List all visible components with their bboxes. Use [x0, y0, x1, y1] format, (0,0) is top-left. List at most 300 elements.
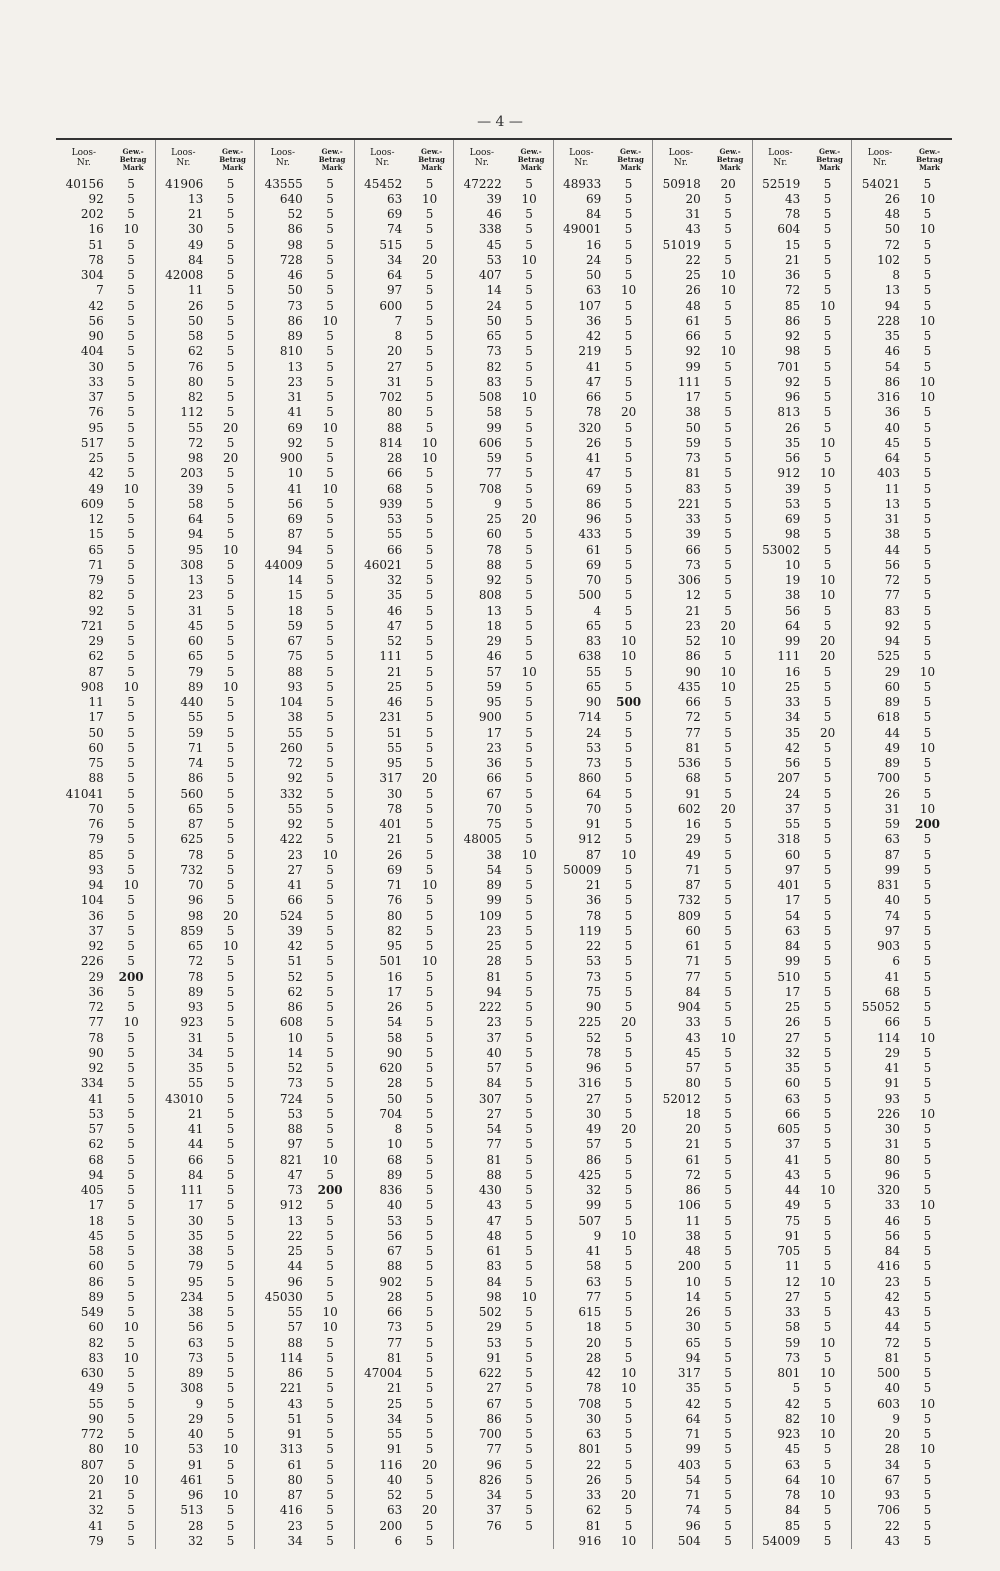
loos-nr: 63	[784, 923, 801, 938]
gewinn-betrag: 20	[620, 405, 637, 420]
loos-nr: 45452	[364, 176, 403, 191]
table-row	[554, 1396, 653, 1411]
table-row	[255, 984, 354, 999]
gewinn-betrag: 5	[823, 207, 832, 222]
gewinn-betrag: 5	[425, 1335, 434, 1350]
loos-nr: 47	[386, 618, 403, 633]
loos-nr: 66	[685, 695, 701, 710]
loos-nr: 20	[685, 1122, 701, 1137]
gewinn-betrag: 5	[326, 252, 334, 267]
gewinn-betrag: 5	[923, 420, 932, 435]
gewinn-betrag: 5	[525, 1457, 533, 1472]
loos-nr: 72	[884, 573, 900, 588]
loos-nr: 923	[180, 1015, 204, 1030]
gewinn-betrag: 5	[823, 801, 832, 816]
loos-nr: 31	[685, 207, 701, 222]
gewinn-betrag: 5	[525, 634, 533, 649]
table-row	[355, 329, 454, 344]
gewinn-betrag: 5	[525, 1137, 533, 1152]
table-row	[355, 1106, 454, 1121]
gewinn-betrag: 5	[326, 1366, 334, 1381]
gewinn-betrag: 10	[919, 1396, 936, 1411]
gewinn-betrag: 5	[624, 618, 633, 633]
gewinn-betrag: 5	[226, 725, 235, 740]
gewinn-betrag: 5	[823, 1457, 832, 1472]
loos-nr: 53	[585, 740, 602, 755]
gewinn-betrag: 5	[823, 237, 832, 252]
table-row	[554, 664, 653, 679]
table-row	[56, 969, 155, 984]
table-row	[156, 496, 255, 511]
loos-nr: 88	[287, 1335, 303, 1350]
loos-nr: 74	[685, 1503, 701, 1518]
loos-nr: 57	[88, 1122, 104, 1137]
table-row	[156, 649, 255, 664]
loos-nr: 21	[386, 664, 403, 679]
loos-nr: 98	[486, 1289, 502, 1304]
table-row	[653, 1533, 752, 1548]
gewinn-betrag: 5	[326, 496, 334, 511]
table-row	[753, 344, 852, 359]
table-row	[255, 832, 354, 847]
table-row	[156, 1137, 255, 1152]
table-row	[852, 939, 952, 954]
gewinn-betrag: 5	[624, 1000, 633, 1015]
loos-nr: 63	[585, 1274, 602, 1289]
table-row	[753, 1000, 852, 1015]
loos-nr: 45	[88, 1228, 104, 1243]
gewinn-betrag: 5	[724, 435, 732, 450]
gewinn-betrag: 5	[823, 1396, 832, 1411]
gewinn-betrag: 5	[624, 817, 633, 832]
gewinn-betrag: 5	[724, 1442, 732, 1457]
table-row	[56, 1122, 155, 1137]
loos-nr: 430	[478, 1183, 502, 1198]
table-row	[56, 1427, 155, 1442]
loos-nr: 78	[585, 1045, 602, 1060]
table-row	[852, 1061, 952, 1076]
loos-nr: 308	[180, 1381, 204, 1396]
table-row	[156, 908, 255, 923]
gewinn-betrag: 5	[525, 496, 533, 511]
gewinn-betrag: 5	[923, 1259, 932, 1274]
table-row	[255, 801, 354, 816]
table-row	[255, 1000, 354, 1015]
gewinn-betrag: 5	[923, 542, 932, 557]
table-row	[554, 252, 653, 267]
loos-nr: 51	[287, 1411, 303, 1426]
table-row	[852, 405, 952, 420]
loos-nr: 21	[585, 878, 602, 893]
loos-nr: 34	[784, 710, 801, 725]
gewinn-betrag: 10	[421, 451, 438, 466]
table-row	[355, 1503, 454, 1518]
table-row	[355, 832, 454, 847]
table-row	[454, 695, 553, 710]
gewinn-betrag: 5	[525, 1106, 533, 1121]
gewinn-betrag: 5	[326, 1289, 334, 1304]
gewinn-betrag: 5	[923, 1137, 932, 1152]
table-row	[255, 634, 354, 649]
loos-nr: 80	[386, 908, 403, 923]
loos-nr: 306	[677, 573, 701, 588]
table-row	[653, 954, 752, 969]
table-row	[852, 1015, 952, 1030]
loos-nr: 500	[877, 1366, 900, 1381]
table-row	[355, 1320, 454, 1335]
gewinn-betrag: 5	[525, 1244, 533, 1259]
table-row	[852, 603, 952, 618]
table-row	[653, 756, 752, 771]
gewinn-betrag: 5	[127, 786, 135, 801]
table-row	[753, 1335, 852, 1350]
gewinn-betrag: 5	[525, 679, 533, 694]
table-row	[255, 313, 354, 328]
gewinn-betrag: 5	[226, 557, 235, 572]
loos-nr: 72	[187, 954, 204, 969]
table-row	[56, 496, 155, 511]
loos-nr: 40	[884, 420, 900, 435]
table-row	[852, 908, 952, 923]
gewinn-betrag: 5	[326, 283, 334, 298]
loos-nr: 21	[88, 1488, 104, 1503]
gewinn-betrag: 5	[724, 313, 732, 328]
loos-nr: 260	[279, 740, 303, 755]
loos-nr: 82	[187, 390, 204, 405]
table-row	[355, 923, 454, 938]
gewinn-betrag: 5	[624, 1350, 633, 1365]
table-row	[156, 1228, 255, 1243]
table-row	[355, 573, 454, 588]
gewinn-betrag: 5	[425, 603, 434, 618]
loos-nr: 86	[585, 1152, 602, 1167]
loos-nr: 81	[685, 466, 701, 481]
table-row	[255, 1366, 354, 1381]
gewinn-betrag: 5	[923, 649, 932, 664]
loos-nr: 221	[279, 1381, 303, 1396]
gewinn-betrag: 5	[226, 222, 235, 237]
loos-nr: 68	[884, 984, 900, 999]
gewinn-betrag: 10	[322, 847, 338, 862]
gewinn-betrag: 5	[127, 1152, 135, 1167]
gewinn-betrag: 5	[425, 1244, 434, 1259]
table-row	[355, 664, 454, 679]
table-row	[255, 1259, 354, 1274]
loos-nr: 836	[379, 1183, 403, 1198]
gewinn-betrag: 5	[724, 1000, 732, 1015]
gewinn-betrag: 10	[620, 847, 637, 862]
gewinn-betrag: 5	[525, 893, 533, 908]
loos-nr: 74	[884, 908, 900, 923]
gewinn-betrag: 10	[919, 740, 936, 755]
loos-nr: 640	[279, 191, 303, 206]
gewinn-betrag: 20	[521, 512, 537, 527]
table-row	[156, 1289, 255, 1304]
table-row	[255, 359, 354, 374]
gewinn-betrag: 5	[326, 939, 334, 954]
loos-nr: 13	[187, 191, 204, 206]
table-row	[852, 1442, 952, 1457]
table-row	[255, 390, 354, 405]
table-row	[454, 1472, 553, 1487]
gewinn-betrag: 5	[425, 1228, 434, 1243]
gewinn-betrag: 5	[127, 252, 135, 267]
header-loos-nr: Loos- Nr.	[171, 148, 196, 168]
loos-nr: 42	[784, 1396, 801, 1411]
loos-nr: 59	[486, 679, 502, 694]
table-row	[156, 954, 255, 969]
loos-nr: 72	[685, 1167, 701, 1182]
table-row	[156, 252, 255, 267]
table-row	[355, 1137, 454, 1152]
loos-nr: 36	[88, 908, 104, 923]
gewinn-betrag: 5	[525, 481, 533, 496]
loos-nr: 405	[80, 1183, 104, 1198]
gewinn-betrag: 5	[127, 771, 135, 786]
loos-nr: 403	[677, 1457, 701, 1472]
table-row	[753, 893, 852, 908]
gewinn-betrag: 5	[525, 1350, 533, 1365]
loos-nr: 71	[685, 1488, 701, 1503]
table-row	[454, 618, 553, 633]
gewinn-betrag: 5	[127, 832, 135, 847]
gewinn-betrag: 5	[724, 1503, 732, 1518]
table-row	[56, 1488, 155, 1503]
loos-nr: 59	[287, 618, 303, 633]
loos-nr: 56	[187, 1320, 204, 1335]
loos-nr: 74	[386, 222, 403, 237]
table-row	[852, 573, 952, 588]
page-number: — 4 —	[477, 114, 523, 130]
gewinn-betrag: 5	[226, 1503, 235, 1518]
table-column	[554, 140, 654, 1549]
table-row	[454, 1152, 553, 1167]
loos-nr: 38	[187, 1244, 204, 1259]
loos-nr: 35	[784, 435, 801, 450]
loos-nr: 86	[685, 1183, 701, 1198]
table-row	[56, 618, 155, 633]
table-row	[56, 1152, 155, 1167]
loos-nr: 61	[486, 1244, 502, 1259]
table-row	[852, 207, 952, 222]
table-row	[753, 1289, 852, 1304]
loos-nr: 40	[386, 1198, 403, 1213]
table-row	[255, 222, 354, 237]
gewinn-betrag: 5	[127, 862, 135, 877]
table-column	[653, 140, 753, 1549]
gewinn-betrag: 10	[620, 634, 637, 649]
gewinn-betrag: 5	[724, 740, 732, 755]
loos-nr: 860	[578, 771, 602, 786]
gewinn-betrag: 5	[326, 771, 334, 786]
gewinn-betrag: 10	[720, 1030, 736, 1045]
table-row	[454, 512, 553, 527]
loos-nr: 30	[585, 1411, 602, 1426]
gewinn-betrag: 5	[226, 1366, 235, 1381]
loos-nr: 525	[877, 649, 900, 664]
loos-nr: 114	[877, 1030, 900, 1045]
gewinn-betrag: 5	[923, 1091, 932, 1106]
table-row	[753, 329, 852, 344]
table-row	[56, 740, 155, 755]
loos-nr: 900	[478, 710, 502, 725]
gewinn-betrag: 5	[724, 1198, 732, 1213]
table-row	[156, 1259, 255, 1274]
table-row	[56, 786, 155, 801]
table-column	[454, 140, 554, 1549]
table-row	[653, 329, 752, 344]
loos-nr: 97	[784, 862, 801, 877]
gewinn-betrag: 10	[620, 1381, 637, 1396]
gewinn-betrag: 5	[624, 252, 633, 267]
gewinn-betrag: 5	[525, 451, 533, 466]
table-row	[653, 603, 752, 618]
gewinn-betrag: 5	[624, 1427, 633, 1442]
gewinn-betrag: 10	[322, 1305, 338, 1320]
gewinn-betrag: 10	[322, 1152, 338, 1167]
loos-nr: 508	[478, 390, 502, 405]
gewinn-betrag: 5	[127, 344, 135, 359]
loos-nr: 94	[486, 984, 502, 999]
gewinn-betrag: 5	[923, 1045, 932, 1060]
table-row	[56, 1030, 155, 1045]
table-row	[454, 1350, 553, 1365]
gewinn-betrag: 5	[823, 618, 832, 633]
loos-nr: 425	[578, 1167, 602, 1182]
table-row	[56, 176, 155, 191]
gewinn-betrag: 5	[724, 603, 732, 618]
table-row	[753, 1152, 852, 1167]
table-row	[852, 268, 952, 283]
table-row	[852, 390, 952, 405]
gewinn-betrag: 10	[819, 588, 836, 603]
table-row	[255, 878, 354, 893]
gewinn-betrag: 5	[326, 801, 334, 816]
header-loos-nr: Loos- Nr.	[71, 148, 97, 168]
gewinn-betrag: 20	[222, 908, 239, 923]
gewinn-betrag: 5	[823, 756, 832, 771]
gewinn-betrag: 10	[919, 1198, 936, 1213]
column-header	[156, 140, 255, 176]
gewinn-betrag: 5	[425, 1366, 434, 1381]
table-row	[554, 862, 653, 877]
gewinn-betrag: 5	[226, 1427, 235, 1442]
gewinn-betrag: 5	[127, 710, 135, 725]
gewinn-betrag: 5	[525, 1518, 533, 1533]
loos-nr: 10	[784, 557, 801, 572]
gewinn-betrag: 5	[724, 725, 732, 740]
table-row	[255, 939, 354, 954]
loos-nr: 38	[187, 1305, 204, 1320]
loos-nr: 226	[80, 954, 104, 969]
table-row	[554, 771, 653, 786]
gewinn-betrag: 5	[326, 1488, 334, 1503]
loos-nr: 15	[287, 588, 303, 603]
loos-nr: 55052	[861, 1000, 900, 1015]
table-row	[753, 1366, 852, 1381]
gewinn-betrag: 5	[923, 237, 932, 252]
loos-nr: 91	[585, 817, 602, 832]
loos-nr: 30	[585, 1106, 602, 1121]
gewinn-betrag: 5	[624, 740, 633, 755]
gewinn-betrag: 5	[624, 313, 633, 328]
gewinn-betrag: 5	[624, 832, 633, 847]
gewinn-betrag: 5	[326, 923, 334, 938]
loos-nr: 104	[279, 695, 303, 710]
table-row	[753, 1411, 852, 1426]
loos-nr: 77	[685, 725, 701, 740]
loos-nr: 78	[187, 969, 204, 984]
table-row	[653, 771, 752, 786]
table-row	[56, 1183, 155, 1198]
loos-nr: 904	[677, 1000, 701, 1015]
loos-nr: 73	[585, 969, 602, 984]
loos-nr: 71	[88, 557, 104, 572]
table-row	[255, 1305, 354, 1320]
gewinn-betrag: 5	[923, 1320, 932, 1335]
loos-nr: 70	[88, 801, 104, 816]
loos-nr: 46	[486, 649, 502, 664]
loos-nr: 23	[486, 740, 502, 755]
loos-nr: 36	[486, 756, 502, 771]
gewinn-betrag: 5	[525, 1259, 533, 1274]
column-header	[255, 140, 354, 176]
gewinn-betrag: 5	[823, 908, 832, 923]
loos-nr: 80	[88, 1442, 104, 1457]
gewinn-betrag: 5	[425, 847, 434, 862]
table-row	[753, 725, 852, 740]
table-row	[454, 1274, 553, 1289]
gewinn-betrag: 5	[127, 451, 135, 466]
loos-nr: 43555	[264, 176, 303, 191]
table-row	[56, 1472, 155, 1487]
gewinn-betrag: 5	[724, 420, 732, 435]
loos-nr: 32	[187, 1533, 204, 1548]
gewinn-betrag: 5	[425, 908, 434, 923]
loos-nr: 99	[486, 893, 502, 908]
gewinn-betrag: 5	[525, 405, 533, 420]
loos-nr: 77	[585, 1289, 602, 1304]
gewinn-betrag: 5	[127, 1457, 135, 1472]
gewinn-betrag: 5	[923, 268, 932, 283]
loos-nr: 14	[287, 1045, 303, 1060]
table-row	[753, 817, 852, 832]
table-row	[653, 252, 752, 267]
table-row	[753, 557, 852, 572]
loos-nr: 39	[187, 481, 204, 496]
table-row	[454, 1106, 553, 1121]
table-row	[255, 1396, 354, 1411]
loos-nr: 94	[884, 298, 900, 313]
loos-nr: 72	[784, 283, 801, 298]
loos-nr: 55	[187, 710, 204, 725]
table-row	[753, 969, 852, 984]
gewinn-betrag: 10	[819, 573, 836, 588]
gewinn-betrag: 10	[819, 435, 836, 450]
loos-nr: 200	[677, 1259, 701, 1274]
gewinn-betrag: 5	[425, 1061, 434, 1076]
gewinn-betrag: 5	[226, 649, 235, 664]
loos-nr: 422	[279, 832, 303, 847]
gewinn-betrag: 5	[525, 1167, 533, 1182]
gewinn-betrag: 5	[425, 405, 434, 420]
gewinn-betrag: 5	[823, 1213, 832, 1228]
loos-nr: 30	[685, 1320, 701, 1335]
loos-nr: 99	[784, 954, 801, 969]
table-row	[554, 1091, 653, 1106]
table-row	[653, 923, 752, 938]
gewinn-betrag: 10	[421, 435, 438, 450]
